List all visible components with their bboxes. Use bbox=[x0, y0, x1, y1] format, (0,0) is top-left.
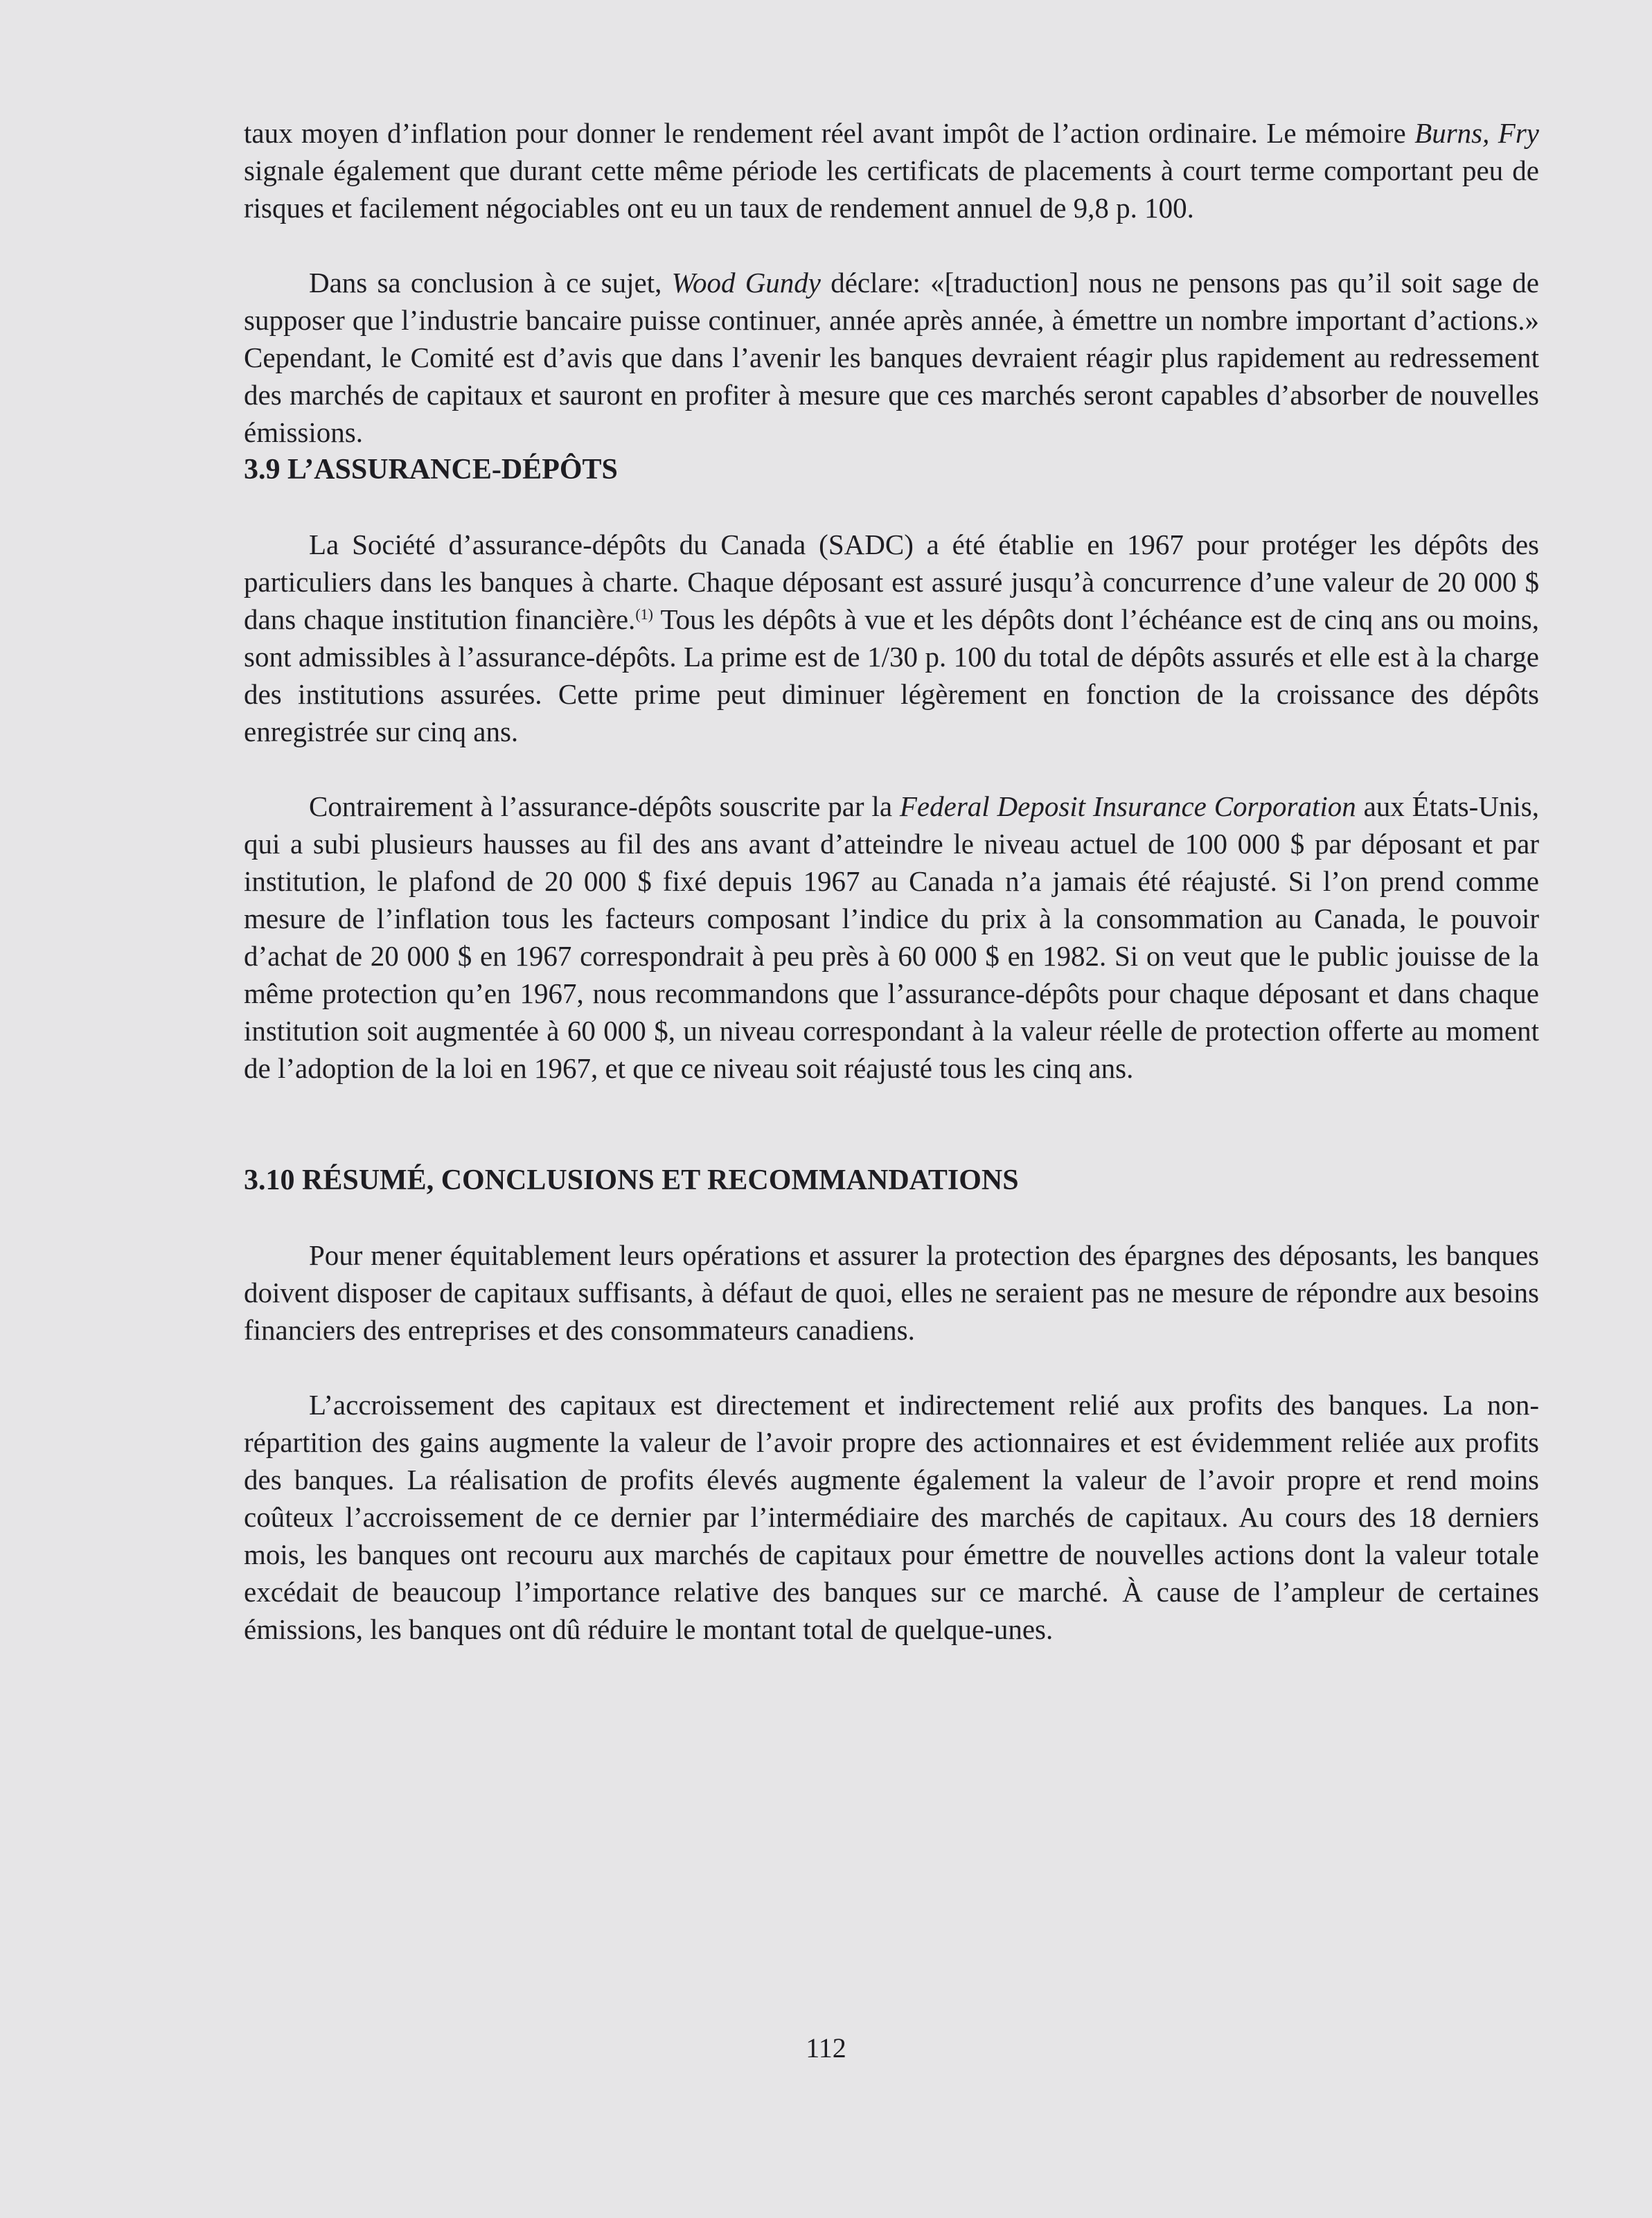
cited-brief-wood-gundy: Wood Gundy bbox=[671, 267, 821, 299]
paragraph-text: Tous les dépôts à vue et les dépôts dont l’échéance est de cinq ans ou moins, sont admissibles à l’assurance-dépôts. La prime est de 1/30 p. 100 du total de dépôts assurés et elle est à la charge des institutions assurées. Cette prime peut diminuer légèrement en fonction de la croissance des dépôts enregistrée sur cinq ans. bbox=[244, 603, 1539, 747]
paragraph-capital-growth: L’accroissement des capitaux est directement et indirectement relié aux profits des banques. La non-répartition des gains augmente la valeur de l’avoir propre des actionnaires et est évidemment reliée aux profits des banques. La réalisation de profits élevés augmente également la valeur de l’avoir propre et rend moins coûteux l’accroissement de ce dernier par l’intermédiaire des marchés de capitaux. Au cours des 18 derniers mois, les banques ont recouru aux marchés de capitaux pour émettre de nouvelles actions dont la valeur totale excédait de beaucoup l’importance relative des banques sur ce marché. À cause de l’ampleur de certaines émissions, les banques ont dû réduire le montant total de quelque-unes. bbox=[244, 1389, 1539, 1645]
paragraph-wood-gundy bbox=[244, 264, 1539, 451]
paragraph-sadc bbox=[244, 526, 1539, 750]
page-body bbox=[244, 114, 1539, 1648]
paragraph-text: aux États-Unis, qui a subi plusieurs hausses au fil des ans avant d’atteindre le niveau actuel de 100 000 $ par déposant et par institution, le plafond de 20 000 $ fixé depuis 1967 au Canada n’a jamais été réajusté. Si l’on prend comme mesure de l’inflation tous les facteurs composant l’indice du prix à la consommation au Canada, le pouvoir d’achat de 20 000 $ en 1967 correspondrait à peu près à 60 000 $ en 1982. Si on veut que le public jouisse de la même protection qu’en 1967, nous recommandons que l’assurance-dépôts pour chaque déposant et dans chaque institution soit augmentée à 60 000 $, un niveau correspondant à la valeur réelle de protection offerte au moment de l’adoption de la loi en 1967, et que ce niveau soit réajusté tous les cinq ans. bbox=[244, 790, 1539, 1084]
paragraph-text: Dans sa conclusion à ce sujet, bbox=[309, 267, 672, 299]
paragraph-capital-adequacy: Pour mener équitablement leurs opérations et assurer la protection des épargnes des déposants, les banques doivent disposer de capitaux suffisants, à défaut de quoi, elles ne seraient pas ne mesure de répondre aux besoins financiers des entreprises et des consommateurs canadiens. bbox=[244, 1239, 1539, 1346]
paragraph-text: taux moyen d’inflation pour donner le rendement réel avant impôt de l’action ordinaire. Le mémoire bbox=[244, 117, 1415, 149]
section-heading-3-9: 3.9 L’ASSURANCE-DÉPÔTS bbox=[244, 454, 618, 486]
cited-brief-burns-fry: Burns, Fry bbox=[1414, 117, 1539, 149]
paragraph-text: signale également que durant cette même période les certificats de placements à court terme comportant peu de risques et facilement négociables ont eu un taux de rendement annuel de 9,8 p. 100. bbox=[244, 154, 1539, 224]
paragraph-text: La Société d’assurance-dépôts du Canada (SADC) a été établie en 1967 pour protéger les dépôts des particuliers dans les banques à charte. Chaque déposant est assuré jusqu’à concurrence d’une valeur de 20 000 $ dans chaque institution financière. bbox=[244, 529, 1539, 635]
paragraph-text: Contrairement à l’assurance-dépôts souscrite par la bbox=[309, 790, 900, 822]
page-number: 112 bbox=[806, 2032, 846, 2064]
paragraph-fdic-comparison bbox=[244, 788, 1539, 1087]
footnote-reference: (1) bbox=[635, 605, 653, 623]
paragraph-inflation-return bbox=[244, 114, 1539, 227]
section-heading-3-10: 3.10 RÉSUMÉ, CONCLUSIONS ET RECOMMANDATIONS bbox=[244, 1164, 1019, 1196]
paragraph-text: déclare: «[traduction] nous ne pensons pas qu’il soit sage de supposer que l’industrie bancaire puisse continuer, année après année, à émettre un nombre important d’actions.» Cependant, le Comité est d’avis que dans l’avenir les banques devraient réagir plus rapidement au redressement des marchés de capitaux et sauront en profiter à mesure que ces marchés seront capables d’absorber de nouvelles émissions. bbox=[244, 267, 1539, 448]
cited-organization-fdic: Federal Deposit Insurance Corporation bbox=[899, 790, 1356, 822]
